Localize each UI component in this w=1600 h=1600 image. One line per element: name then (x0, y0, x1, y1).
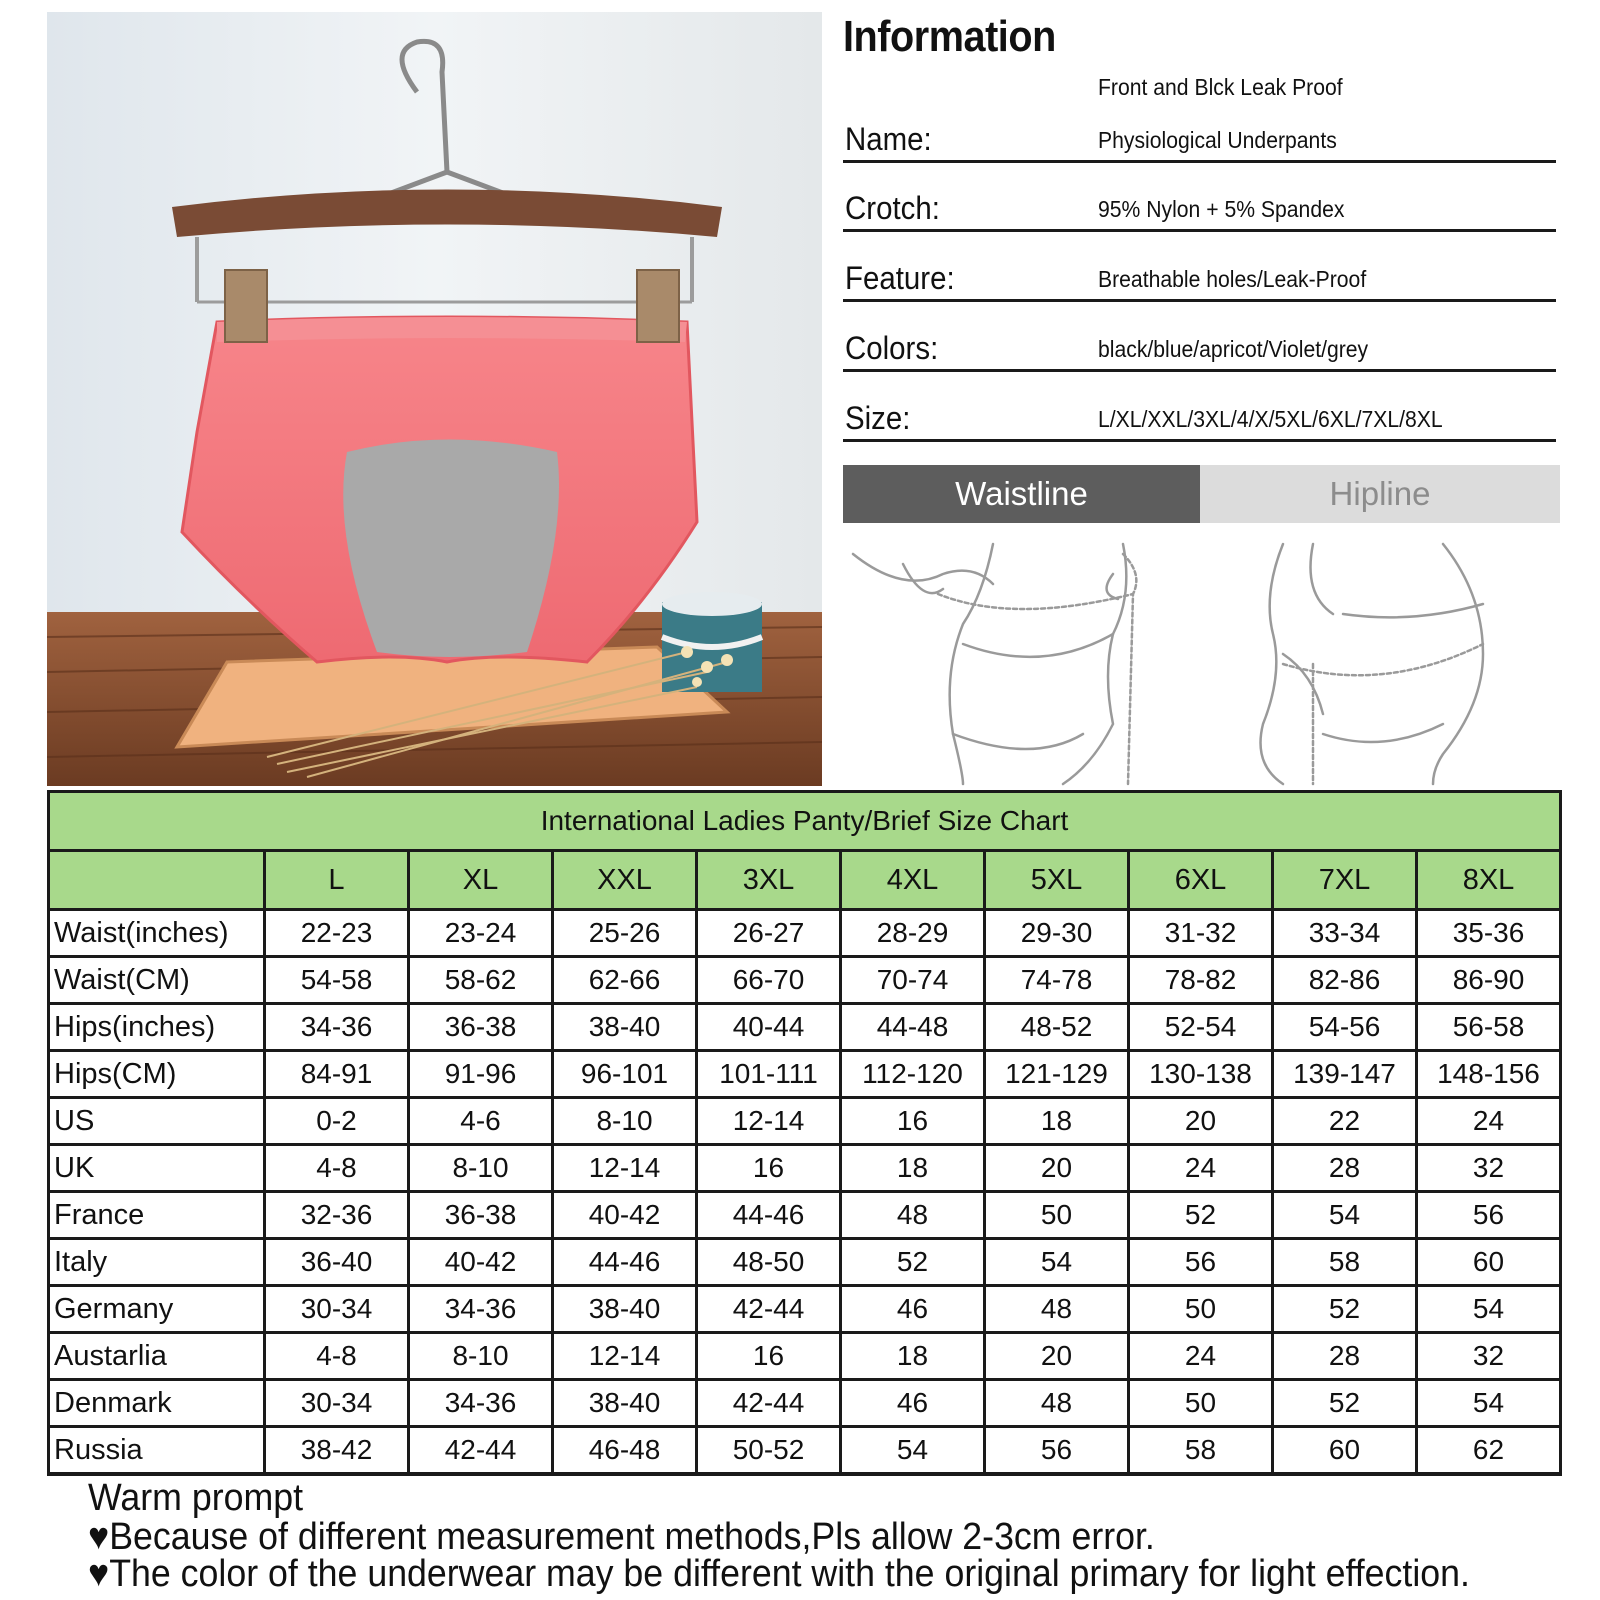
table-cell: 54 (1273, 1192, 1417, 1239)
table-cell: 84-91 (265, 1051, 409, 1098)
table-cell: 22 (1273, 1098, 1417, 1145)
table-cell: 52 (1273, 1286, 1417, 1333)
row-label: Germany (49, 1286, 265, 1333)
table-cell: 34-36 (409, 1380, 553, 1427)
table-cell: 48-52 (985, 1004, 1129, 1051)
table-cell: 78-82 (1129, 957, 1273, 1004)
table-cell: 58 (1129, 1427, 1273, 1475)
info-label: Name: (845, 121, 932, 157)
table-cell: 32-36 (265, 1192, 409, 1239)
info-row-size (843, 367, 1556, 442)
table-cell: 22-23 (265, 910, 409, 957)
info-row-colors (843, 297, 1556, 372)
table-cell: 46-48 (553, 1427, 697, 1475)
table-cell: 8-10 (409, 1333, 553, 1380)
table-cell: 34-36 (265, 1004, 409, 1051)
table-cell: 24 (1129, 1145, 1273, 1192)
size-header: 3XL (697, 851, 841, 910)
info-title: Information (843, 12, 1056, 61)
info-label: Size: (845, 400, 911, 436)
row-label: Italy (49, 1239, 265, 1286)
table-cell: 48 (985, 1380, 1129, 1427)
ceramic-cup (662, 592, 762, 692)
row-label: Hips(inches) (49, 1004, 265, 1051)
table-row (49, 1380, 1561, 1427)
info-value: L/XL/XXL/3XL/4/X/5XL/6XL/7XL/8XL (1098, 406, 1443, 432)
table-cell: 54 (841, 1427, 985, 1475)
table-row (49, 910, 1561, 957)
table-cell: 12-14 (697, 1098, 841, 1145)
info-label: Crotch: (845, 190, 940, 226)
table-cell: 50 (985, 1192, 1129, 1239)
table-cell: 18 (985, 1098, 1129, 1145)
table-cell: 112-120 (841, 1051, 985, 1098)
table-cell: 30-34 (265, 1380, 409, 1427)
table-cell: 38-40 (553, 1380, 697, 1427)
table-cell: 34-36 (409, 1286, 553, 1333)
table-cell: 12-14 (553, 1333, 697, 1380)
info-label: Colors: (845, 330, 939, 366)
table-cell: 4-8 (265, 1145, 409, 1192)
size-header: 8XL (1417, 851, 1561, 910)
tab-waistline: Waistline (843, 465, 1200, 523)
size-header: 6XL (1129, 851, 1273, 910)
info-label: Feature: (845, 260, 955, 296)
table-cell: 18 (841, 1145, 985, 1192)
table-cell: 96-101 (553, 1051, 697, 1098)
table-cell: 44-46 (553, 1239, 697, 1286)
info-row-crotch (843, 157, 1556, 232)
table-cell: 4-8 (265, 1333, 409, 1380)
warm-prompt-line: ♥The color of the underwear may be different with the original primary for light effection. (88, 1553, 1470, 1595)
table-cell: 12-14 (553, 1145, 697, 1192)
table-cell: 32 (1417, 1333, 1561, 1380)
table-row (49, 1333, 1561, 1380)
table-cell: 20 (985, 1333, 1129, 1380)
table-cell: 42-44 (697, 1380, 841, 1427)
table-cell: 50 (1129, 1286, 1273, 1333)
table-cell: 38-40 (553, 1004, 697, 1051)
table-cell: 16 (697, 1145, 841, 1192)
row-label: Hips(CM) (49, 1051, 265, 1098)
table-cell: 130-138 (1129, 1051, 1273, 1098)
table-row (49, 1192, 1561, 1239)
table-cell: 32 (1417, 1145, 1561, 1192)
size-chart-title: International Ladies Panty/Brief Size Chart (49, 792, 1561, 851)
table-cell: 56 (1129, 1239, 1273, 1286)
name-prefix: Front and Blck Leak Proof (1098, 74, 1343, 100)
size-header: XL (409, 851, 553, 910)
table-cell: 50 (1129, 1380, 1273, 1427)
table-cell: 54-58 (265, 957, 409, 1004)
row-label: US (49, 1098, 265, 1145)
table-cell: 31-32 (1129, 910, 1273, 957)
table-cell: 18 (841, 1333, 985, 1380)
table-cell: 101-111 (697, 1051, 841, 1098)
table-cell: 52-54 (1129, 1004, 1273, 1051)
table-cell: 20 (985, 1145, 1129, 1192)
info-row-name (843, 88, 1556, 163)
table-cell: 28-29 (841, 910, 985, 957)
table-cell: 58 (1273, 1239, 1417, 1286)
table-cell: 26-27 (697, 910, 841, 957)
table-cell: 38-40 (553, 1286, 697, 1333)
table-cell: 54 (1417, 1286, 1561, 1333)
table-cell: 35-36 (1417, 910, 1561, 957)
table-cell: 56-58 (1417, 1004, 1561, 1051)
table-cell: 52 (841, 1239, 985, 1286)
warm-prompt-line: ♥Because of different measurement methods,Pls allow 2-3cm error. (88, 1516, 1155, 1558)
table-cell: 52 (1273, 1380, 1417, 1427)
waistline-illustration (853, 544, 1136, 784)
info-value: 95% Nylon + 5% Spandex (1098, 196, 1345, 222)
table-cell: 58-62 (409, 957, 553, 1004)
table-cell: 4-6 (409, 1098, 553, 1145)
tab-hipline: Hipline (1200, 465, 1560, 523)
row-label: Waist(CM) (49, 957, 265, 1004)
corner-cell (49, 851, 265, 910)
hipline-illustration (1261, 544, 1484, 784)
table-cell: 23-24 (409, 910, 553, 957)
gusset (343, 440, 559, 658)
table-cell: 70-74 (841, 957, 985, 1004)
table-cell: 28 (1273, 1145, 1417, 1192)
size-header-row (49, 851, 1561, 910)
row-label: France (49, 1192, 265, 1239)
row-label: UK (49, 1145, 265, 1192)
table-cell: 42-44 (697, 1286, 841, 1333)
table-row (49, 1004, 1561, 1051)
table-cell: 56 (1417, 1192, 1561, 1239)
table-cell: 40-42 (553, 1192, 697, 1239)
product-photo (47, 12, 822, 786)
table-cell: 33-34 (1273, 910, 1417, 957)
table-cell: 91-96 (409, 1051, 553, 1098)
table-cell: 62-66 (553, 957, 697, 1004)
table-cell: 16 (697, 1333, 841, 1380)
table-cell: 40-44 (697, 1004, 841, 1051)
table-cell: 50-52 (697, 1427, 841, 1475)
table-cell: 54 (1417, 1380, 1561, 1427)
table-cell: 8-10 (409, 1145, 553, 1192)
hanger-clip-left (225, 270, 267, 342)
table-cell: 29-30 (985, 910, 1129, 957)
size-header: L (265, 851, 409, 910)
table-cell: 42-44 (409, 1427, 553, 1475)
info-row-feature (843, 227, 1556, 302)
table-cell: 48-50 (697, 1239, 841, 1286)
table-cell: 24 (1129, 1333, 1273, 1380)
table-cell: 60 (1417, 1239, 1561, 1286)
table-cell: 46 (841, 1286, 985, 1333)
table-cell: 54 (985, 1239, 1129, 1286)
size-header: 5XL (985, 851, 1129, 910)
table-row (49, 1427, 1561, 1475)
table-cell: 121-129 (985, 1051, 1129, 1098)
table-row (49, 1098, 1561, 1145)
table-row (49, 1286, 1561, 1333)
table-cell: 52 (1129, 1192, 1273, 1239)
table-cell: 38-42 (265, 1427, 409, 1475)
info-value: Physiological Underpants (1098, 127, 1337, 153)
table-cell: 36-38 (409, 1004, 553, 1051)
info-value: black/blue/apricot/Violet/grey (1098, 336, 1369, 362)
table-row (49, 1145, 1561, 1192)
table-cell: 25-26 (553, 910, 697, 957)
table-cell: 62 (1417, 1427, 1561, 1475)
row-label: Waist(inches) (49, 910, 265, 957)
table-cell: 24 (1417, 1098, 1561, 1145)
table-row (49, 1239, 1561, 1286)
table-cell: 74-78 (985, 957, 1129, 1004)
table-cell: 16 (841, 1098, 985, 1145)
row-label: Austarlia (49, 1333, 265, 1380)
size-chart-table (47, 790, 1562, 1476)
table-cell: 30-34 (265, 1286, 409, 1333)
table-cell: 139-147 (1273, 1051, 1417, 1098)
table-cell: 40-42 (409, 1239, 553, 1286)
table-cell: 82-86 (1273, 957, 1417, 1004)
size-chart-body (49, 910, 1561, 1475)
size-header: 4XL (841, 851, 985, 910)
info-value: Breathable holes/Leak-Proof (1098, 266, 1367, 292)
table-cell: 36-40 (265, 1239, 409, 1286)
size-header: 7XL (1273, 851, 1417, 910)
table-cell: 66-70 (697, 957, 841, 1004)
table-cell: 36-38 (409, 1192, 553, 1239)
table-cell: 0-2 (265, 1098, 409, 1145)
table-cell: 20 (1129, 1098, 1273, 1145)
table-cell: 60 (1273, 1427, 1417, 1475)
measurement-illustrations (843, 534, 1560, 786)
table-cell: 46 (841, 1380, 985, 1427)
table-cell: 56 (985, 1427, 1129, 1475)
table-cell: 86-90 (1417, 957, 1561, 1004)
row-label: Denmark (49, 1380, 265, 1427)
table-cell: 28 (1273, 1333, 1417, 1380)
table-cell: 48 (841, 1192, 985, 1239)
table-row (49, 1051, 1561, 1098)
table-cell: 54-56 (1273, 1004, 1417, 1051)
table-cell: 148-156 (1417, 1051, 1561, 1098)
row-label: Russia (49, 1427, 265, 1475)
hanger-clip-right (637, 270, 679, 342)
warm-prompt-title: Warm prompt (88, 1477, 304, 1519)
table-row (49, 957, 1561, 1004)
table-cell: 44-46 (697, 1192, 841, 1239)
table-cell: 48 (985, 1286, 1129, 1333)
table-cell: 44-48 (841, 1004, 985, 1051)
table-cell: 8-10 (553, 1098, 697, 1145)
size-header: XXL (553, 851, 697, 910)
